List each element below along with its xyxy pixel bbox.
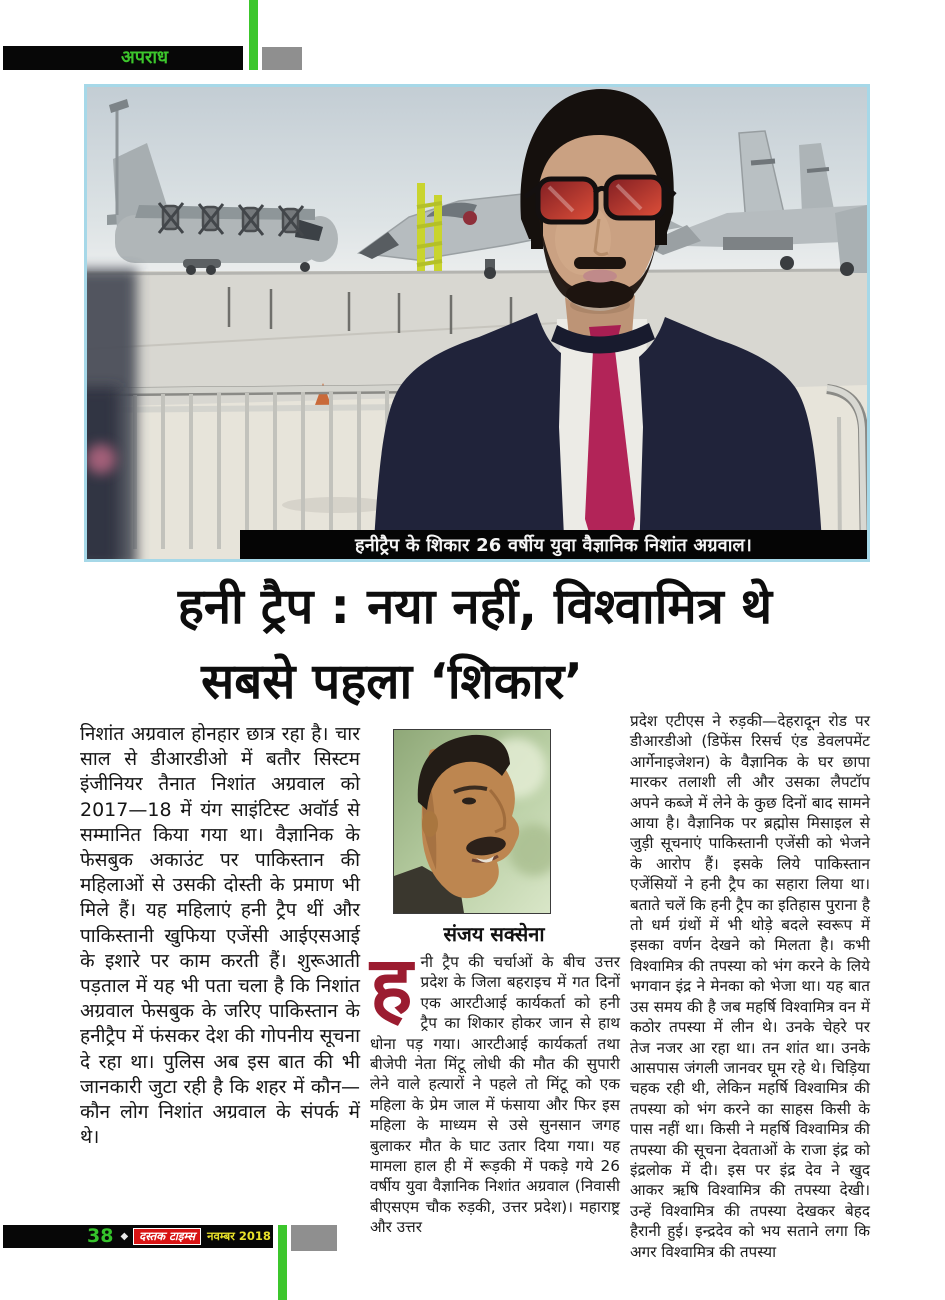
photo-caption-bar (240, 530, 867, 559)
main-photo (84, 84, 870, 562)
footer-green-divider (278, 1225, 287, 1300)
page-number: 38 (87, 1225, 114, 1247)
airshow-photo-illustration (87, 87, 867, 559)
header-green-divider (249, 0, 258, 70)
footer-gray-box (291, 1225, 337, 1251)
photo-caption: हनीट्रैप के शिकार 26 वर्षीय युवा वैज्ञानिक निशांत अग्रवाल। (355, 534, 752, 556)
header-gray-box (262, 47, 302, 70)
article-intro-column: निशांत अग्रवाल होनहार छात्र रहा है। चार साल से डीआरडीओ में बतौर सिस्टम इंजीनियर तैनात निशांत अग्रवाल को 2017—18 में यंग साइंटिस्ट अवॉर्ड से सम्मानित किया गया था। वैज्ञानिक के फेसबुक अकाउंट पर पाकिस्तान की महिलाओं से उसकी दोस्ती के प्रमाण भी मिले हैं। यह महिलाएं हनी ट्रैप थीं और पाकिस्तानी खुफिया एजेंसी आईएसआई के इशारे पर काम करती हैं। शुरूआती पड़ताल में यह भी पता चला है कि निशांत अग्रवाल फेसबुक के जरिए पाकिस्तान के हनीट्रैप में फंसकर देश की गोपनीय सूचना दे रहा था। पुलिस अब इस बात की भी जानकारी जुटा रही है कि शहर में कौन—कौन लोग निशांत अग्रवाल के संपर्क में थे। (80, 723, 360, 1149)
article-column-2 (370, 939, 620, 1238)
category-bar (3, 46, 243, 70)
author-portrait-illustration (394, 730, 550, 913)
author-photo (393, 729, 551, 914)
author-caption: संजय सक्सेना (443, 922, 545, 946)
diamond-bullet-icon: ◆ (120, 1231, 129, 1242)
issue-date: नवम्बर 2018 (207, 1229, 271, 1243)
foreground-blur (87, 269, 137, 559)
article-column-3: प्रदेश एटीएस ने रुड़की—देहरादून रोड पर डीआरडीओ (डिफेंस रिसर्च एंड डेवलपमेंट आर्गेनाइजेशन) के वैज्ञानिक के घर छापा मारकर तलाशी ली और उसका लैपटॉप अपने कब्जे में लेने के कुछ दिनों बाद सामने आया है। वैज्ञानिक पर ब्रह्मोस मिसाइल से जुड़ी सूचनाएं पाकिस्तानी एजेंसी को भेजने के आरोप हैं। इसके लिये पाकिस्तान एजेंसियों ने हनी ट्रैप का सहारा लिया था। बताते चलें कि हनी ट्रैप का इतिहास पुराना है तो धर्म ग्रंथों में भी थोड़े बदले स्वरूप में इसका वर्णन देखने को मिलता है। कभी विश्वामित्र की तपस्या को भंग करने के लिये भगवान इंद्र ने मेनका को भेजा था। यह बात उस समय की है जब महर्षि विश्वामित्र वन में कठोर तपस्या में लीन थे। उनके चेहरे पर तेज नजर आ रहा था। तन शांत था। उनके आसपास जंगली जानवर घूम रहे थे। चिड़िया चहक रही थी, लेकिन महर्षि विश्वामित्र की तपस्या को भंग करने का साहस किसी के पास नहीं था। किसी ने महर्षि विश्वामित्र की तपस्या की सूचना देवताओं के राजा इंद्र को इंद्रलोक में दी। इस पर इंद्र देव ने खुद आकर ऋषि विश्वामित्र की तपस्या देखी। उन्हें विश्वामित्र की तपस्या देखकर बेहद हैरानी हुई। इन्द्रदेव को भय सताने लगा कि अगर विश्वामित्र की तपस्या (630, 712, 870, 1261)
dropcap: ह (370, 939, 413, 1032)
column2-text: नी ट्रैप की चर्चाओं के बीच उत्तर प्रदेश के जिला बहराइच में गत दिनों एक आरटीआई कार्यकर्ता को हनी ट्रैप का शिकार होकर जान से हाथ धोना पड़ गया। आरटीआई कार्यकर्ता तथा बीजेपी नेता मिंटू लोधी की मौत की सुपारी लेने वाले हत्यारों ने पहले तो मिंटू को एक महिला के प्रेम जाल में फंसाया और फिर इस महिला के माध्यम से उसे सुनसान जगह बुलाकर मौत के घाट उतार दिया गया। यह मामला हाल ही में रूड़की में पकड़े गये 26 वर्षीय युवा वैज्ञानिक निशांत अग्रवाल (निवासी बीएसएम चौक रुड़की, उत्तर प्रदेश)। महाराष्ट्र और उत्तर (370, 953, 620, 1237)
headline-line1: हनी ट्रैप : नया नहीं, विश्वामित्र थे (177, 578, 773, 635)
magazine-logo: दस्तक टाइम्स (133, 1228, 201, 1245)
headline-line2: सबसे पहला ‘शिकार’ (201, 653, 583, 710)
footer-bar (3, 1225, 273, 1248)
category-label: अपराध (121, 47, 169, 68)
